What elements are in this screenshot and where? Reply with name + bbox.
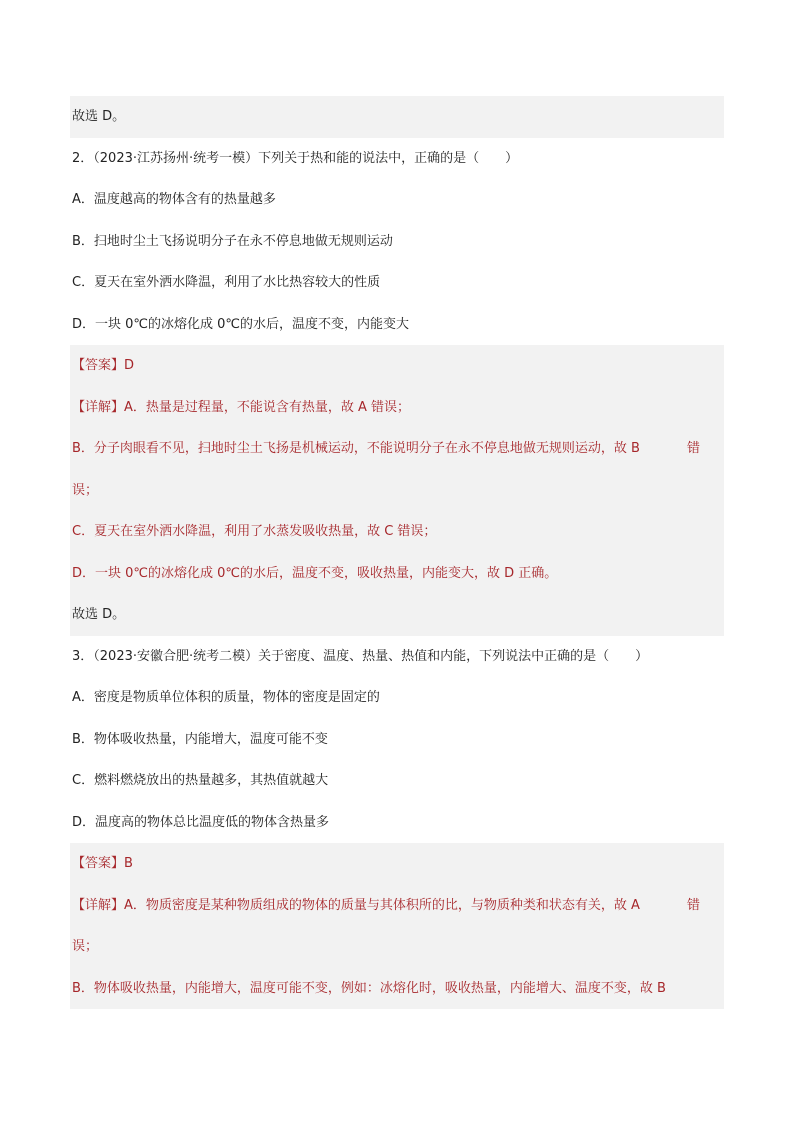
q1-conclusion: 故选 D。: [70, 96, 724, 138]
q3-option-a: A．密度是物质单位体积的质量，物体的密度是固定的: [72, 690, 380, 705]
q3-option-c: C．燃料燃烧放出的热量越多，其热值就越大: [72, 773, 329, 788]
q2-detail-a: 【详解】A．热量是过程量，不能说含有热量，故 A 错误；: [70, 387, 724, 429]
q2-conclusion: 故选 D。: [70, 594, 724, 636]
q3-detail-a-line-end: 错: [686, 897, 700, 913]
q2-stem: 2．（2023·江苏扬州·统考一模）下列关于热和能的说法中，正确的是（ ）: [72, 150, 519, 166]
q3-answer: 【答案】B: [70, 843, 724, 885]
q2-option-b: B．扫地时尘土飞扬说明分子在永不停息地做无规则运动: [72, 233, 393, 249]
document-page: [70, 96, 724, 1009]
q3-stem: 3．（2023·安徽合肥·统考二模）关于密度、温度、热量、热值和内能，下列说法中正确的是（ ）: [72, 648, 649, 664]
q2-detail-b-continued: 误；: [70, 470, 724, 512]
q2-detail-c: C．夏天在室外洒水降温，利用了水蒸发吸收热量，故 C 错误；: [70, 511, 724, 553]
q3-detail-a: [70, 885, 724, 927]
q2-detail-b: [70, 428, 724, 470]
q2-detail-d: D．一块 0℃的冰熔化成 0℃的水后，温度不变，吸收热量，内能变大，故 D 正确。: [70, 553, 724, 595]
q2-option-c: C．夏天在室外洒水降温，利用了水比热容较大的性质: [72, 275, 381, 290]
q2-option-a: A．温度越高的物体含有的热量越多: [72, 192, 276, 207]
q2-detail-b-line-end: 错: [686, 441, 700, 456]
q3-detail-a-continued: 误；: [70, 926, 724, 968]
q3-detail-a-text: 【详解】A．物质密度是某种物质组成的物体的质量与其体积所的比，与物质种类和状态有关，故 A: [72, 897, 640, 913]
q2-answer: 【答案】D: [70, 345, 724, 387]
q3-option-b: B．物体吸收热量，内能增大，温度可能不变: [72, 731, 328, 747]
q2-option-d: D．一块 0℃的冰熔化成 0℃的水后，温度不变，内能变大: [72, 316, 410, 332]
q3-detail-b: B．物体吸收热量，内能增大，温度可能不变，例如：冰熔化时，吸收热量，内能增大、温度不变，故 B: [70, 968, 724, 1010]
q3-option-d: D．温度高的物体总比温度低的物体含热量多: [72, 814, 330, 830]
q2-detail-b-text: B．分子肉眼看不见，扫地时尘土飞扬是机械运动，不能说明分子在永不停息地做无规则运动，故 B: [72, 441, 640, 456]
